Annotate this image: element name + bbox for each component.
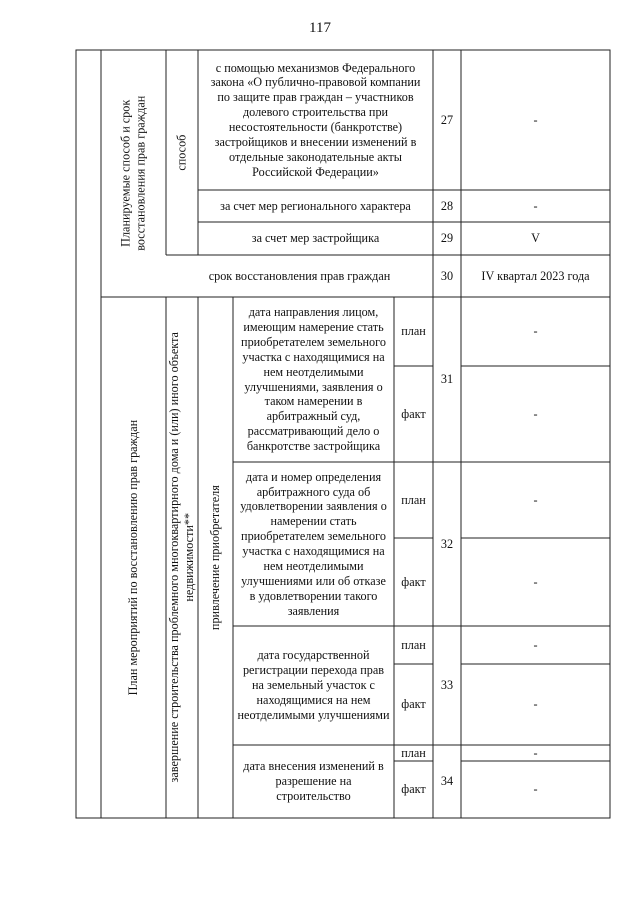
plan-subtitle-cell <box>166 297 198 818</box>
method-row-27-value: - <box>533 112 538 127</box>
plan-sub-label-cell <box>198 297 233 818</box>
term-row-text: срок восстановления прав граждан <box>208 268 391 283</box>
plan-sub-label: привлечение приобретателя <box>207 485 222 630</box>
plan-item-34-fact-value: - <box>533 782 538 797</box>
plan-item-32-num: 32 <box>440 536 454 551</box>
plan-item-31-fact-value: - <box>533 406 538 421</box>
plan-item-31-plan-value: - <box>533 324 538 339</box>
plan-item-33-plan-value: - <box>533 637 538 652</box>
method-row-29-value: V <box>531 231 540 246</box>
plan-item-34-plan-value: - <box>533 745 538 760</box>
plan-subtitle-line2: недвижимости** <box>182 513 197 602</box>
page-number: 117 <box>309 20 331 36</box>
method-row-28-value: - <box>533 198 538 213</box>
plan-item-33-fact-value: - <box>533 697 538 712</box>
method-label-cell <box>166 50 198 255</box>
plan-item-33-num: 33 <box>440 678 454 693</box>
plan-title: План мероприятий по восстановлению прав граждан <box>125 419 140 696</box>
plan-subtitle-line1: завершение строительства проблемного многоквартирного дома и (или) иного объекта <box>166 332 181 783</box>
plan-item-32-fact-label: факт <box>401 574 426 589</box>
plan-item-31-fact-label: факт <box>401 406 426 421</box>
restoration-section-header <box>101 50 166 297</box>
plan-item-31-plan-label: план <box>401 324 426 339</box>
plan-item-32-plan-label: план <box>401 492 426 507</box>
restoration-title-line1: Планируемые способ и срок <box>118 99 133 248</box>
plan-item-33-text: дата государственной регистрации перехода прав на земельный участок с находящимися на нем неотделимыми улучшениями <box>237 648 390 722</box>
method-row-27-text: с помощью механизмов Федерального закона «О публично-правовой компании по защите прав граждан – участников долевого строительства при несостоятельности (банкротстве) застройщиков и внесении изменений в отдельные законодательные акты Российской Федерации» <box>210 60 421 179</box>
plan-item-32-fact-value: - <box>533 574 538 589</box>
plan-item-33-plan-label: план <box>401 637 426 652</box>
plan-item-34-num: 34 <box>440 774 454 789</box>
method-row-29-text: за счет мер застройщика <box>251 231 380 246</box>
plan-item-33-fact-label: факт <box>401 697 426 712</box>
method-row-29-num: 29 <box>440 231 454 246</box>
term-row-value: IV квартал 2023 года <box>481 268 590 283</box>
plan-section-header <box>101 297 166 818</box>
plan-item-31-text: дата направления лицом, имеющим намерение стать приобретателем земельного участка с находящимися на нем неотделимыми улучшениями, заявления о таком намерении в арбитражный суд, рассматривающий дело о банкротстве застройщика <box>241 305 386 453</box>
restoration-title-line2: восстановления прав граждан <box>133 95 148 252</box>
plan-item-34-fact-label: факт <box>401 782 426 797</box>
method-row-28-num: 28 <box>440 198 454 213</box>
method-row-27-num: 27 <box>440 112 454 127</box>
plan-item-34-plan-label: план <box>401 745 426 760</box>
plan-item-31-num: 31 <box>440 372 454 387</box>
method-label: способ <box>174 134 189 171</box>
plan-item-34-text: дата внесения изменений в разрешение на строительство <box>243 759 384 803</box>
method-row-28-text: за счет мер регионального характера <box>220 198 411 213</box>
plan-item-32-text: дата и номер определения арбитражного суда об удовлетворении заявления о намерении стать приобретателем земельного участка с находящимися на нем неотделимыми улучшениями или об отказе в удовлетворении такого заявления <box>240 469 387 618</box>
term-row-num: 30 <box>440 268 454 283</box>
plan-item-32-plan-value: - <box>533 492 538 507</box>
